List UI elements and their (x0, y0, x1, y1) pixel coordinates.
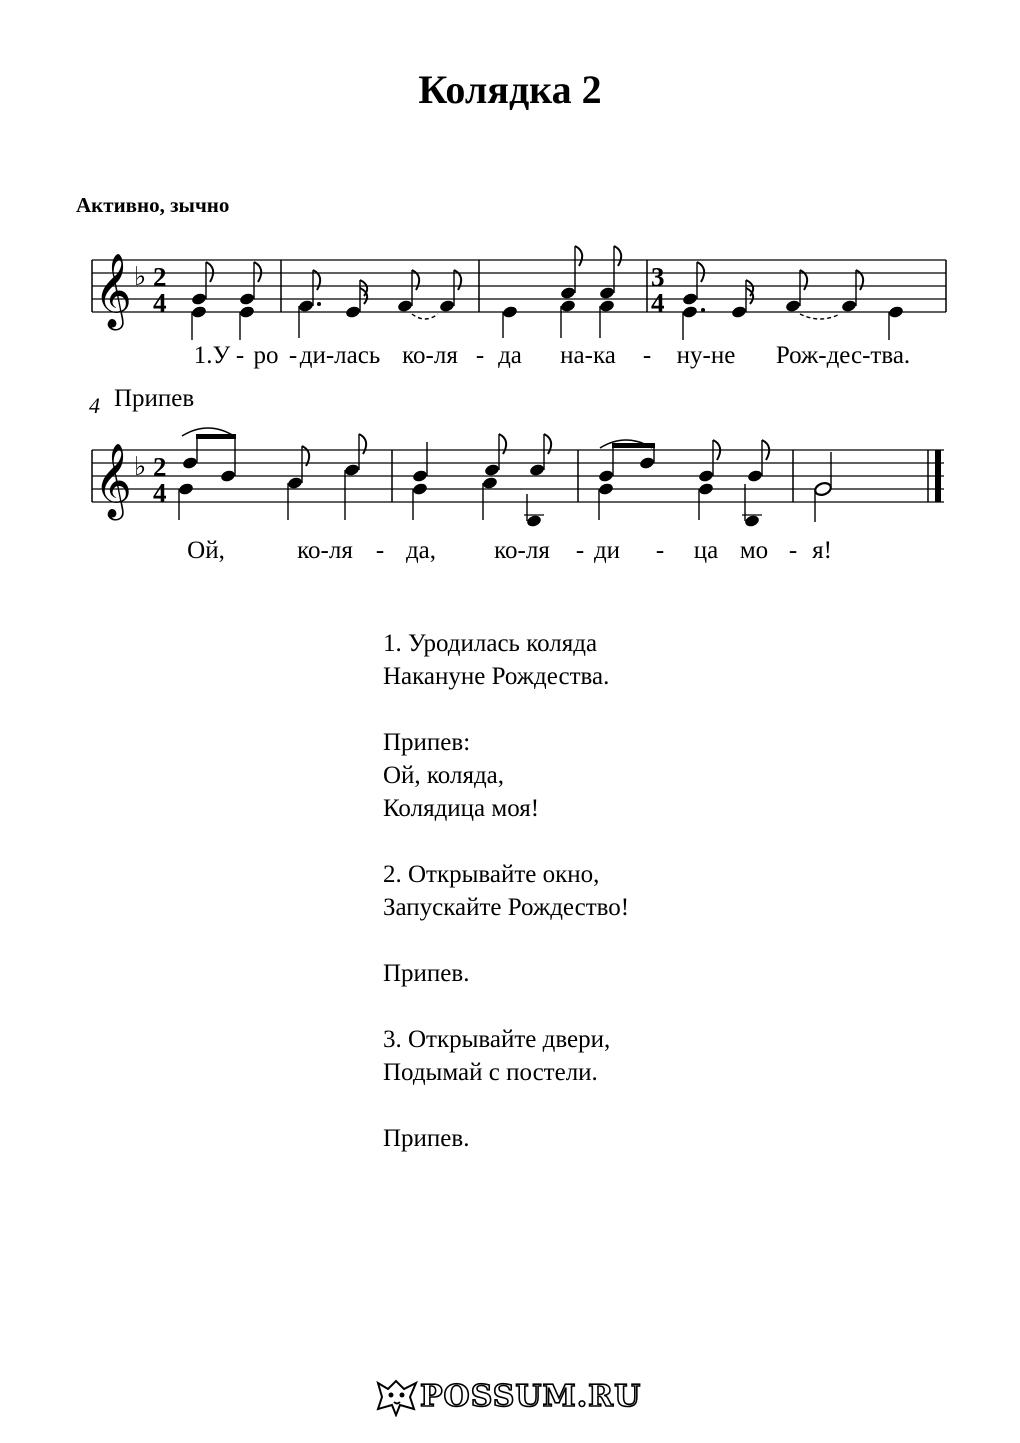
note (287, 446, 309, 520)
tie (800, 314, 840, 319)
lyric-syllable: - (788, 537, 798, 564)
tie (412, 314, 438, 319)
note (698, 440, 720, 520)
lyric-syllable: ко-ля (297, 537, 353, 564)
lyric-line: Запускайте Рождество! (383, 894, 630, 921)
lyric-syllable: ну-не (676, 342, 736, 369)
staff-system-2 (0, 422, 1020, 532)
lyric-syllable: - (642, 342, 652, 369)
page-title: Колядка 2 (418, 67, 602, 112)
lyric-line: Колядица моя! (383, 795, 540, 822)
note (178, 436, 199, 520)
time-signature-top: 2 (153, 452, 167, 482)
lyric-syllable: - (375, 537, 385, 564)
lyric-syllable: 1.У (193, 342, 231, 369)
chorus-label: Припев: (383, 729, 471, 756)
final-barline-thick (935, 450, 941, 502)
site-logo[interactable] (374, 1375, 641, 1417)
lyric-line: Ой, коляда, (383, 762, 505, 789)
note (524, 434, 551, 528)
note (412, 442, 429, 520)
note (220, 436, 237, 483)
staff-system-1 (0, 230, 1020, 340)
lyric-syllable: - (575, 537, 585, 564)
time-signature-bottom: 4 (153, 288, 167, 318)
measure-number: 4 (89, 393, 100, 418)
lyric-syllable: Ой, (187, 537, 225, 564)
note (682, 262, 705, 340)
time-signature-bottom: 4 (651, 288, 665, 318)
time-signature-bottom: 4 (153, 478, 167, 508)
note (239, 262, 261, 340)
lyric-syllable: на-ка (560, 342, 616, 369)
note (841, 270, 863, 313)
staff-lines (92, 260, 946, 312)
flat-icon: ♭ (134, 452, 147, 482)
beam (612, 443, 655, 448)
lyric-syllable: ко-ля (402, 342, 458, 369)
lyric-line: Припев. (383, 960, 470, 987)
stanza-3 (383, 1023, 629, 1089)
time-signature-top: 2 (153, 262, 167, 292)
treble-clef-icon: 𝄞 (94, 444, 132, 518)
note (344, 434, 366, 520)
lyric-syllable: - (475, 342, 485, 369)
lyric-syllable: я! (812, 537, 832, 564)
lyric-syllable: - (655, 537, 665, 564)
lyric-syllable: Рож-дес-тва. (775, 342, 911, 369)
lyric-line: Припев. (383, 1125, 470, 1152)
note (598, 446, 615, 520)
lyric-syllable: да, (405, 537, 437, 564)
flat-icon: ♭ (134, 262, 147, 292)
lyric-line: 2. Открывайте окно, (383, 861, 600, 888)
note (191, 262, 213, 340)
tempo-marking: Активно, зычно (76, 193, 230, 217)
stanza-1 (383, 627, 629, 693)
lyrics-text (383, 627, 629, 1188)
lyric-syllable: ро (253, 342, 279, 369)
note (888, 305, 905, 340)
treble-clef-icon: 𝄞 (94, 254, 132, 328)
note (502, 305, 519, 338)
chorus (383, 726, 629, 825)
lyric-syllable: ди-лась (299, 342, 381, 369)
lyric-syllable: ди (593, 537, 621, 564)
time-signature-top: 3 (651, 262, 665, 292)
lyric-syllable: да (498, 342, 522, 369)
note (397, 270, 419, 313)
note (785, 270, 807, 313)
lyric-syllable: ко-ля (494, 537, 550, 564)
lyric-syllable: ца (693, 537, 719, 564)
note (742, 440, 769, 528)
note (439, 270, 461, 313)
possum-icon (374, 1375, 420, 1417)
lyric-line: 3. Открывайте двери, (383, 1026, 611, 1053)
note (482, 434, 506, 520)
section-label: Припев (114, 385, 195, 412)
note (298, 270, 321, 338)
beam (196, 434, 236, 439)
lyric-syllable: - (235, 342, 245, 369)
refrain (383, 957, 629, 990)
refrain (383, 1122, 629, 1155)
lyric-line: Накануне Рождества. (383, 663, 610, 690)
logo-text: POSSUM.RU (420, 1378, 642, 1414)
lyric-line: 1. Уродилась коляда (383, 630, 598, 657)
lyric-line: Подымай с постели. (383, 1059, 598, 1086)
stanza-2 (383, 858, 629, 924)
lyric-syllable: - (288, 342, 298, 369)
lyric-syllable: мо (739, 537, 769, 564)
